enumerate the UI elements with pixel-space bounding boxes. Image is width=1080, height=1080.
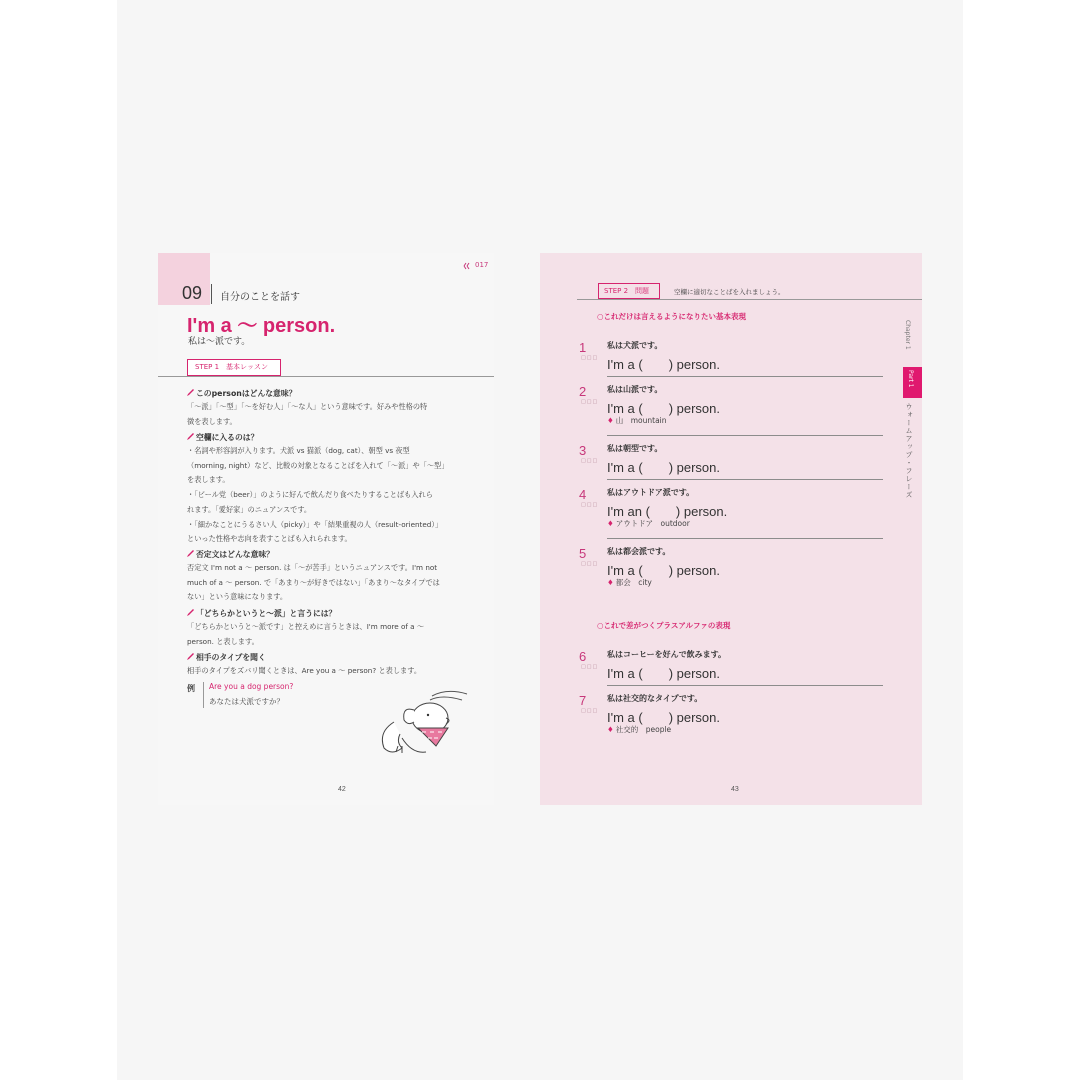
question-english: I'm a ( ) person. xyxy=(607,563,721,578)
body-line: 「どちらかというと〜派です」と控えめに言うときは、I'm more of a 〜 xyxy=(187,622,425,631)
question-rule xyxy=(607,376,883,377)
right-page xyxy=(540,253,922,805)
body-line: much of a 〜 person. で「あまり〜が好きではない」「あまり〜なタイプでは xyxy=(187,577,440,587)
phrase-title: I'm a 〜 person. xyxy=(187,315,336,337)
plus-section-heading: ○これで差がつくプラスアルファの表現 xyxy=(597,621,731,630)
step2-instruction: 空欄に適切なことばを入れましょう。 xyxy=(674,288,785,296)
section-heading: このpersonはどんな意味？ xyxy=(196,389,297,398)
pencil-icon xyxy=(187,389,194,396)
body-line: ない」という意味になります。 xyxy=(187,592,288,602)
side-chapter-label: Chapter 1 xyxy=(904,320,911,350)
section-heading: 相手のタイプを聞く xyxy=(196,653,266,662)
section-body xyxy=(187,400,487,429)
question-japanese: 私は山派です。 xyxy=(607,385,663,394)
question-english: I'm a ( ) person. xyxy=(607,460,721,475)
question-hint xyxy=(607,415,667,426)
check-boxes[interactable]: □□□ xyxy=(581,399,599,405)
question-english: I'm a ( ) person. xyxy=(607,357,721,372)
question-hint xyxy=(607,724,671,735)
page-number-left: 42 xyxy=(338,786,346,793)
pencil-icon xyxy=(187,653,194,660)
section-heading: 空欄に入るのは？ xyxy=(196,433,259,442)
lesson-number: 09 xyxy=(182,283,203,303)
body-line: ・名詞や形容詞が入ります。犬派 vs 猫派（dog, cat）、朝型 vs 夜型 xyxy=(187,446,410,455)
hint-text: 都会 city xyxy=(615,578,652,587)
section-body xyxy=(187,664,487,679)
pin-icon: ♦ xyxy=(607,578,614,587)
pencil-icon xyxy=(187,433,194,440)
example-label: 例 xyxy=(187,684,195,693)
body-line: （morning, night）など、比較の対象となることばを入れて「〜派」や「〜型」 xyxy=(187,460,449,470)
example-english: Are you a dog person? xyxy=(209,682,294,691)
body-line: 相手のタイプをズバリ聞くときは、Are you a 〜 person? と表します。 xyxy=(187,666,422,675)
page-number-right: 43 xyxy=(731,786,739,793)
hint-text: 山 mountain xyxy=(615,416,667,425)
body-line: 「〜派」「〜型」「〜を好む人」「〜な人」という意味です。好みや性格の特 xyxy=(187,402,428,411)
question-english: I'm a ( ) person. xyxy=(607,401,721,416)
question-japanese: 私は犬派です。 xyxy=(607,341,663,350)
side-section-title: ウォームアップ・フレーズ xyxy=(905,403,913,499)
body-line: といった性格や志向を表すことばも入れられます。 xyxy=(187,534,352,544)
body-line: ・「細かなことにうるさい人（picky）」や「結果重視の人（result-oriented）」 xyxy=(187,519,443,529)
check-boxes[interactable]: □□□ xyxy=(581,561,599,567)
body-line: れます。「愛好家」のニュアンスです。 xyxy=(187,504,312,514)
question-hint xyxy=(607,518,690,529)
section-heading: 「どちらかというと〜派」と言うには？ xyxy=(196,609,337,618)
section-heading: 否定文はどんな意味？ xyxy=(196,550,274,559)
audio-track-number: 017 xyxy=(475,261,489,269)
hint-text: 社交的 people xyxy=(615,725,672,734)
body-line: person. と表します。 xyxy=(187,636,259,646)
section-body xyxy=(187,561,487,605)
question-japanese: 私は朝型です。 xyxy=(607,444,663,453)
body-line: ・「ビール党（beer）」のように好んで飲んだり食べたりすることばも入れら xyxy=(187,490,433,500)
section-body xyxy=(187,620,487,649)
question-number: 6 xyxy=(579,649,587,664)
lesson-title: 自分のことを話す xyxy=(220,292,300,303)
hint-text: アウトドア outdoor xyxy=(615,519,690,528)
question-rule xyxy=(607,538,883,539)
question-rule xyxy=(607,685,883,686)
check-boxes[interactable]: □□□ xyxy=(581,355,599,361)
question-number: 4 xyxy=(579,487,587,502)
question-japanese: 私は都会派です。 xyxy=(607,547,671,556)
question-japanese: 私は社交的なタイプです。 xyxy=(607,694,703,703)
question-japanese: 私はアウトドア派です。 xyxy=(607,488,695,497)
question-number: 3 xyxy=(579,443,587,458)
part-tab-label: Part 1 xyxy=(907,370,914,388)
pin-icon: ♦ xyxy=(607,519,614,528)
body-line: を表します。 xyxy=(187,475,230,485)
pencil-icon xyxy=(187,609,194,616)
dog-illustration xyxy=(372,688,472,760)
phrase-translation: 私は〜派です。 xyxy=(188,337,251,347)
question-rule xyxy=(607,479,883,480)
check-boxes[interactable]: □□□ xyxy=(581,458,599,464)
step1-label: STEP 1 基本レッスン xyxy=(187,359,281,376)
question-number: 1 xyxy=(579,340,587,355)
pin-icon: ♦ xyxy=(607,416,614,425)
example-bar xyxy=(203,682,204,708)
question-japanese: 私はコーヒーを好んで飲みます。 xyxy=(607,650,727,659)
pencil-icon xyxy=(187,550,194,557)
example-japanese: あなたは犬派ですか？ xyxy=(209,697,284,706)
question-hint xyxy=(607,577,652,588)
question-number: 7 xyxy=(579,693,587,708)
question-number: 2 xyxy=(579,384,587,399)
step1-rule xyxy=(158,376,494,377)
question-rule xyxy=(607,435,883,436)
lesson-divider xyxy=(211,284,212,304)
question-english: I'm a ( ) person. xyxy=(607,666,721,681)
check-boxes[interactable]: □□□ xyxy=(581,708,599,714)
section-body xyxy=(187,444,487,547)
question-english: I'm a ( ) person. xyxy=(607,710,721,725)
body-line: 否定文 I'm not a 〜 person. は「〜が苦手」というニュアンスです。I'm not xyxy=(187,563,438,572)
pin-icon: ♦ xyxy=(607,725,614,734)
body-line: 徴を表します。 xyxy=(187,416,237,426)
audio-track-icon xyxy=(463,262,472,270)
question-english: I'm an ( ) person. xyxy=(607,504,728,519)
basic-section-heading: ○これだけは言えるようになりたい基本表現 xyxy=(597,312,747,321)
step2-rule xyxy=(577,299,922,300)
check-boxes[interactable]: □□□ xyxy=(581,664,599,670)
check-boxes[interactable]: □□□ xyxy=(581,502,599,508)
question-number: 5 xyxy=(579,546,587,561)
step2-label: STEP 2 問題 xyxy=(598,283,660,299)
